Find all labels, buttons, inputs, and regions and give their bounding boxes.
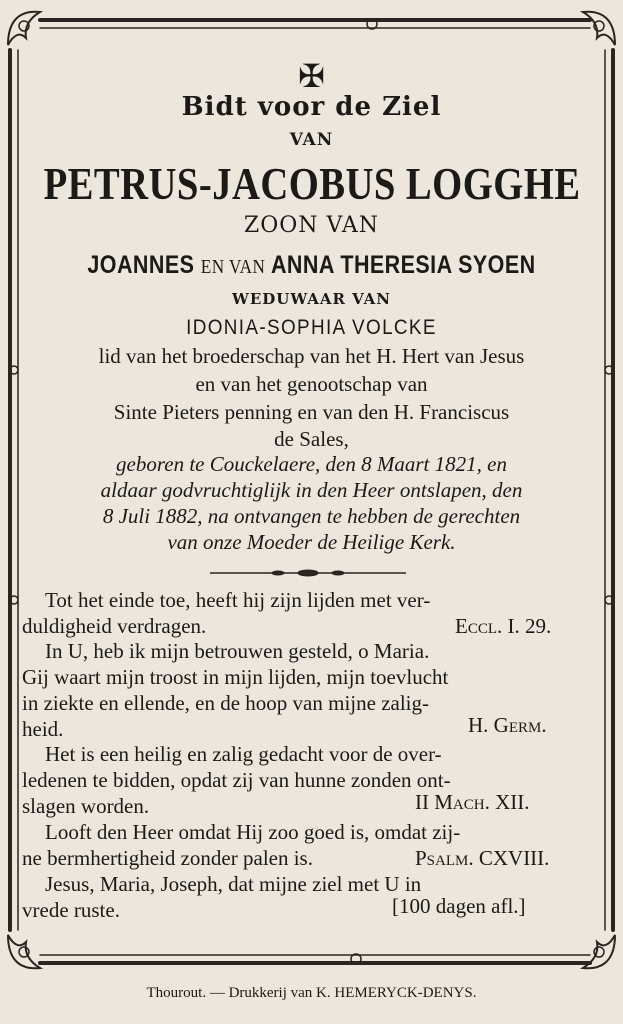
indulgence-note: [100 dagen afl.] [392,894,526,918]
father-name: JOANNES [87,251,195,279]
prayer-line: Jesus, Maria, Joseph, dat mijne ziel met U in [45,872,422,896]
parents-line [44,251,580,280]
life-line: aldaar godvruchtiglijk in den Heer ontslapen, den [100,478,523,502]
prayer-line: ledenen te bidden, opdat zij van hunne zonden ont- [22,768,451,792]
bio-line: de Sales, [274,427,349,451]
life-line: geboren te Couckelaere, den 8 Maart 1821, en [116,452,507,476]
spouse-name: IDONIA-SOPHIA VOLCKE [186,316,437,339]
life-line: 8 Juli 1882, na ontvangen te hebben de gerechten [102,504,521,528]
prayer-line: vrede ruste. [22,898,120,922]
van-label: VAN [289,130,334,150]
heading: Bidt voor de Ziel [181,92,442,122]
scripture-reference: H. Germ. [468,713,547,737]
bio-line: en van het genootschap van [195,372,428,396]
and-of-label: EN VAN [200,256,266,278]
mother-name: ANNA THERESIA SYOEN [270,251,536,279]
printer-credit: Thourout. — Drukkerij van K. HEMERYCK-DENYS. [146,985,477,1001]
prayer-line: ne bermhertigheid zonder palen is. [22,846,313,870]
scripture-reference: Psalm. CXVIII. [415,846,550,870]
cross-icon: ✠ [298,57,325,95]
prayer-line: Gij waart mijn troost in mijn lijden, mijn toevlucht [22,665,449,689]
scripture-reference: Eccl. I. 29. [455,614,552,638]
widower-label: WEDUWAAR VAN [231,290,392,308]
prayer-line: Tot het einde toe, heeft hij zijn lijden met ver- [45,588,431,612]
prayer-line: heid. [22,717,64,741]
life-line: van onze Moeder de Heilige Kerk. [167,530,456,554]
deceased-name: PETRUS-JACOBUS LOGGHE [43,159,581,209]
prayer-line: In U, heb ik mijn betrouwen gesteld, o Maria. [45,639,430,663]
prayer-line: duldigheid verdragen. [22,614,207,638]
prayer-line: Het is een heilig en zalig gedacht voor de over- [45,742,442,766]
prayer-line: Looft den Heer omdat Hij zoo goed is, omdat zij- [45,820,461,844]
bio-line: Sinte Pieters penning en van den H. Franciscus [113,400,510,424]
prayer-line: slagen worden. [22,794,150,818]
scripture-reference: II Mach. XII. [415,790,530,814]
bio-line: lid van het broederschap van het H. Hert van Jesus [98,344,525,368]
son-of-label: ZOON VAN [243,213,380,238]
divider-ornament [208,568,408,578]
prayer-line: in ziekte en ellende, en de hoop van mijne zalig- [22,691,430,715]
